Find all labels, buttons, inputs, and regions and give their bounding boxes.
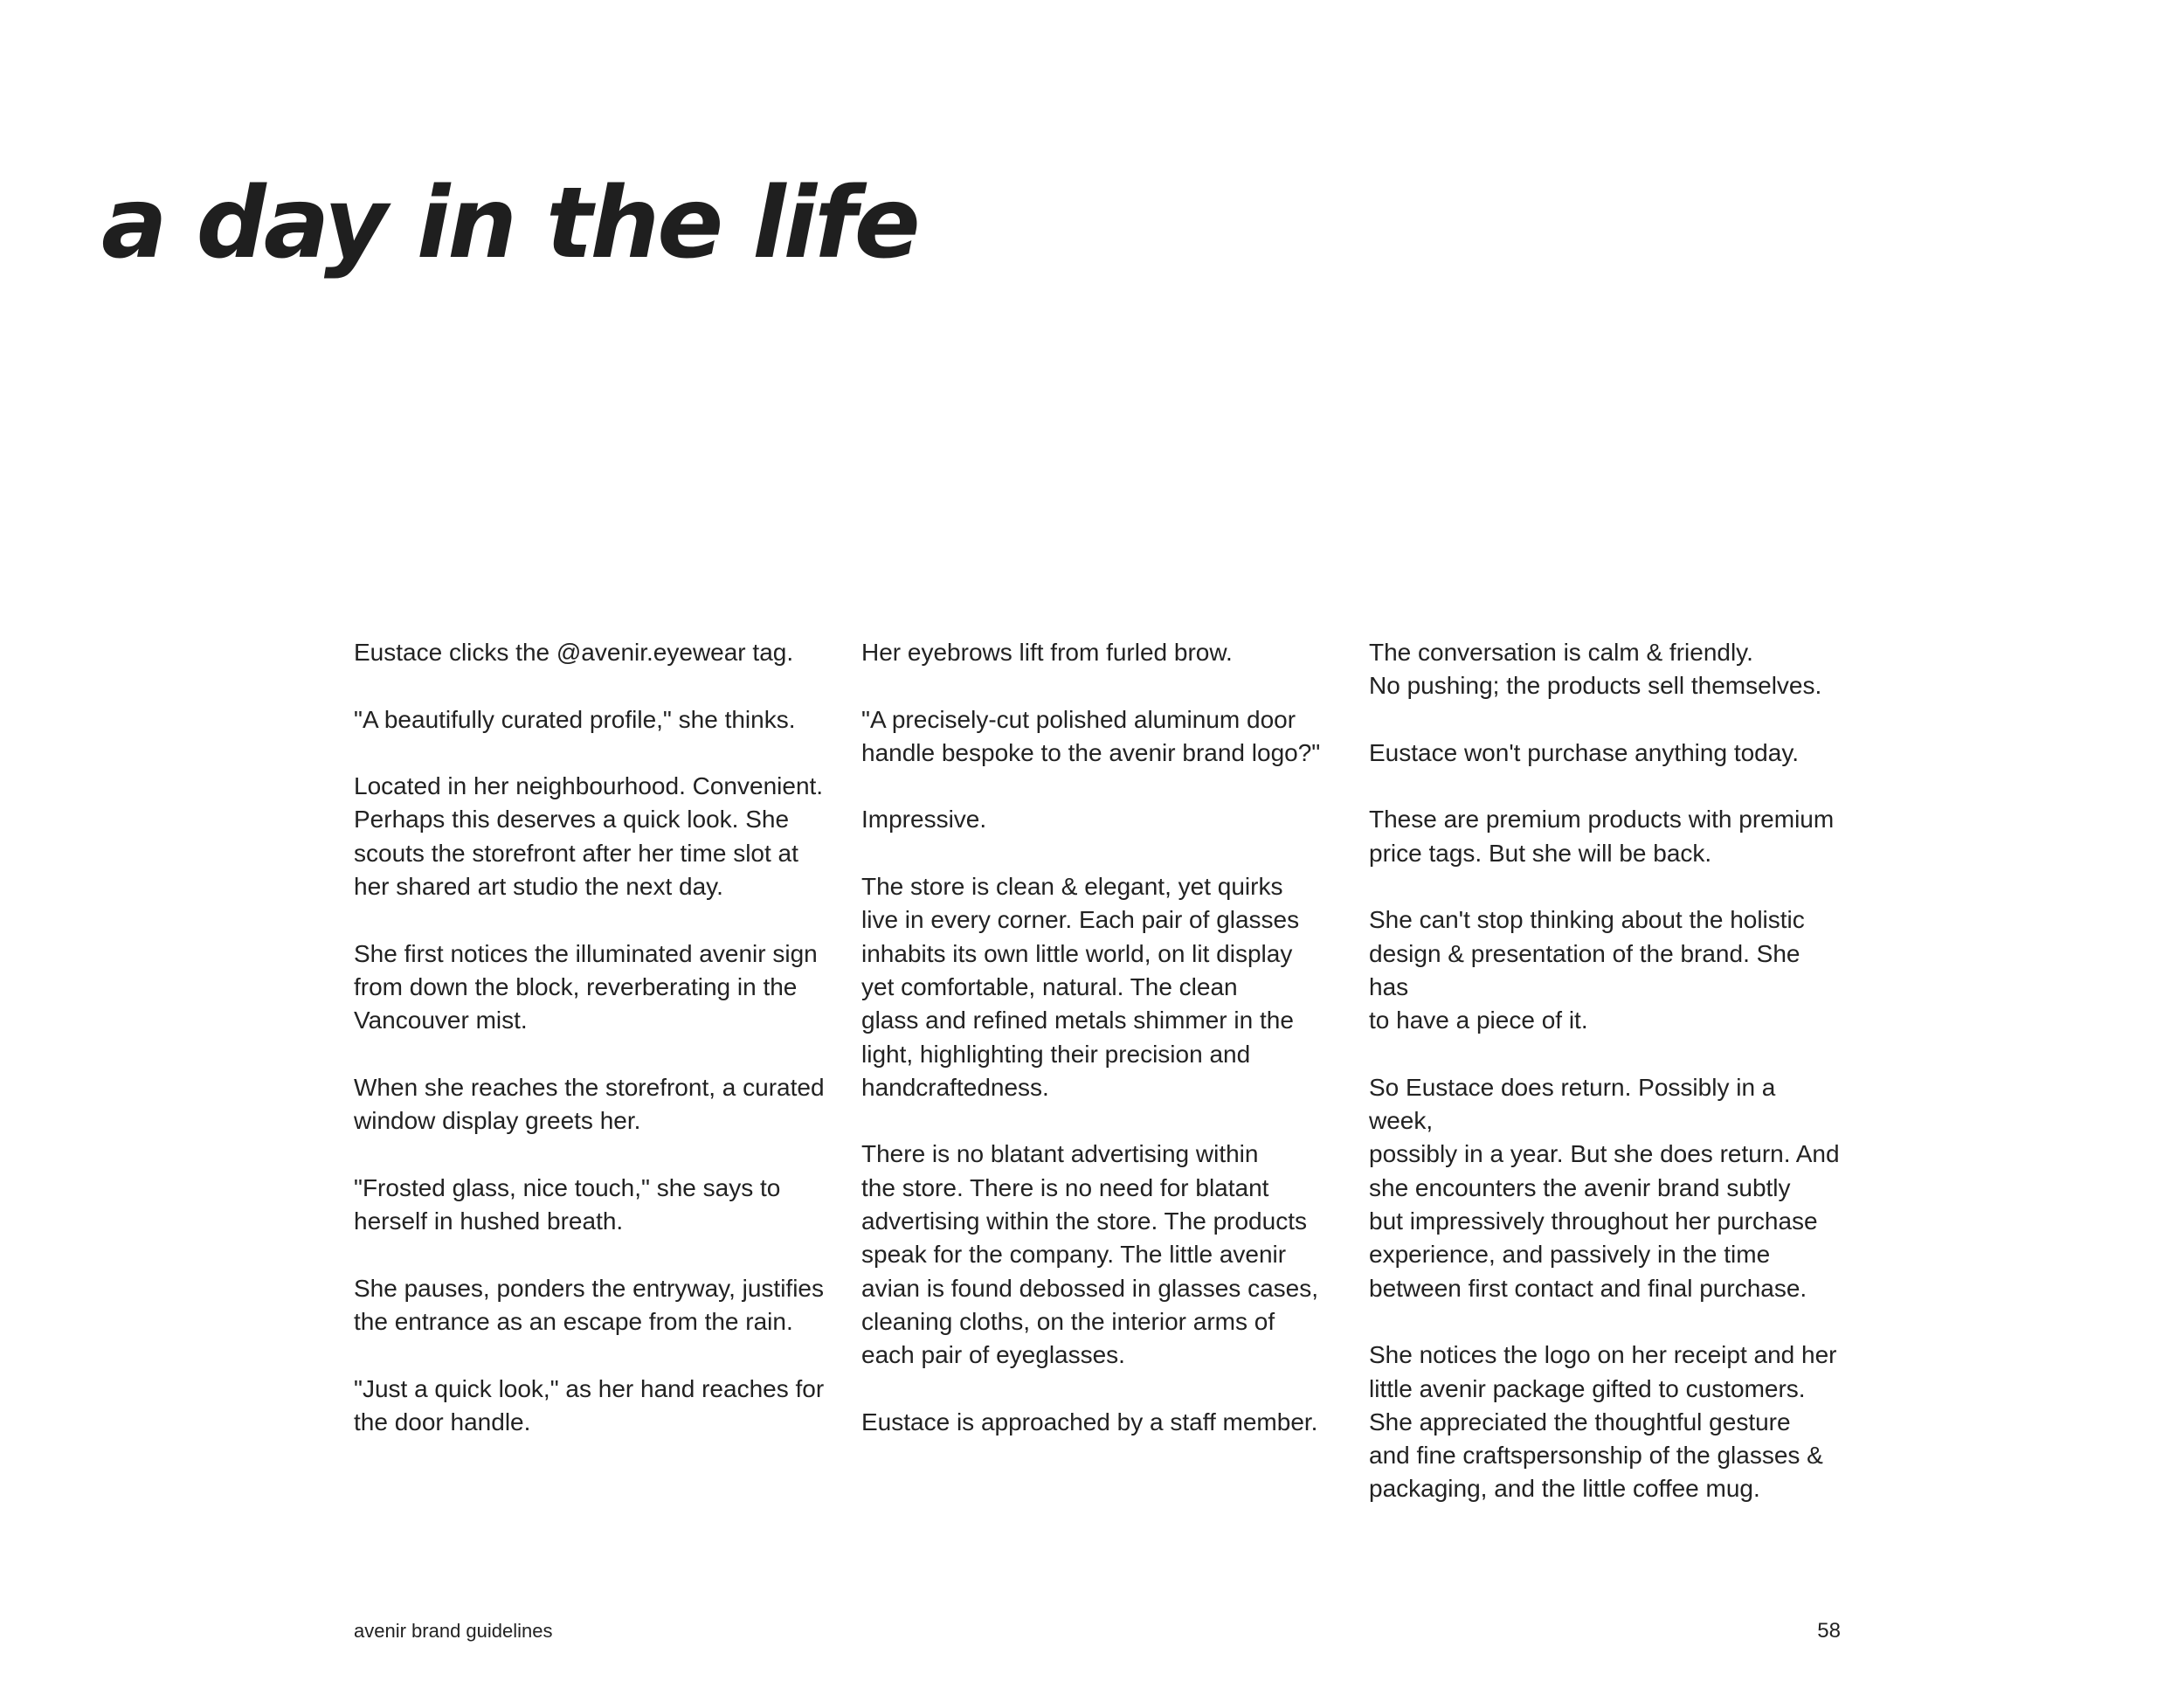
paragraph: She notices the logo on her receipt and her little avenir package gifted to customers. She appreciated the thoughtful gesture and fine craftspersonship of the glasses & packaging, and the little coffee mug. (1369, 1341, 1837, 1503)
paragraph: She pauses, ponders the entryway, justifies the entrance as an escape from the rain. (354, 1274, 825, 1335)
paragraph: The conversation is calm & friendly. No pushing; the products sell themselves. (1369, 639, 1822, 700)
paragraph: The store is clean & elegant, yet quirks live in every corner. Each pair of glasses inhabits its own little world, on lit display yet comfortable, natural. The clean glass and refined metals shimmer in the light, highlighting their precision and handcraftedness. (861, 873, 1300, 1101)
paragraph: Her eyebrows lift from furled brow. (861, 639, 1233, 666)
paragraph: "Frosted glass, nice touch," she says to herself in hushed breath. (354, 1173, 781, 1235)
page-title: a day in the life (101, 167, 918, 280)
footer-document-name: avenir brand guidelines (354, 1620, 553, 1642)
paragraph: "A beautifully curated profile," she thinks. (354, 705, 796, 733)
paragraph: These are premium products with premium price tags. But she will be back. (1369, 806, 1835, 867)
story-column-2 (861, 636, 1337, 1472)
paragraph: So Eustace does return. Possibly in a week, possibly in a year. But she does return. And she encounters the avenir brand subtly but impressively throughout her purchase experience, and passively in the time between first contact and final purchase. (1369, 1073, 1840, 1302)
paragraph: She can't stop thinking about the holistic design & presentation of the brand. She has to have a piece of it. (1369, 906, 1805, 1034)
paragraph: She first notices the illuminated avenir sign from down the block, reverberating in the Vancouver mist. (354, 939, 818, 1034)
paragraph: Impressive. (861, 806, 987, 834)
paragraph: "A precisely-cut polished aluminum door handle bespoke to the avenir brand logo?" (861, 705, 1321, 766)
paragraph: Eustace clicks the @avenir.eyewear tag. (354, 639, 794, 666)
story-column-1 (354, 636, 830, 1472)
paragraph: Eustace is approached by a staff member. (861, 1408, 1318, 1435)
story-column-3 (1369, 636, 1845, 1539)
paragraph: There is no blatant advertising within the store. There is no need for blatant advertising within the store. The products speak for the company. The little avenir avian is found debossed in glasses cases, cleaning cloths, on the interior arms of each pair of eyeglasses. (861, 1140, 1318, 1369)
paragraph: "Just a quick look," as her hand reaches for the door handle. (354, 1374, 825, 1435)
footer-page-number: 58 (1817, 1619, 1841, 1643)
paragraph: Eustace won't purchase anything today. (1369, 738, 1800, 766)
paragraph: Located in her neighbourhood. Convenient. Perhaps this deserves a quick look. She scouts the storefront after her time slot at her shared art studio the next day. (354, 772, 824, 901)
paragraph: When she reaches the storefront, a curated window display greets her. (354, 1073, 825, 1135)
